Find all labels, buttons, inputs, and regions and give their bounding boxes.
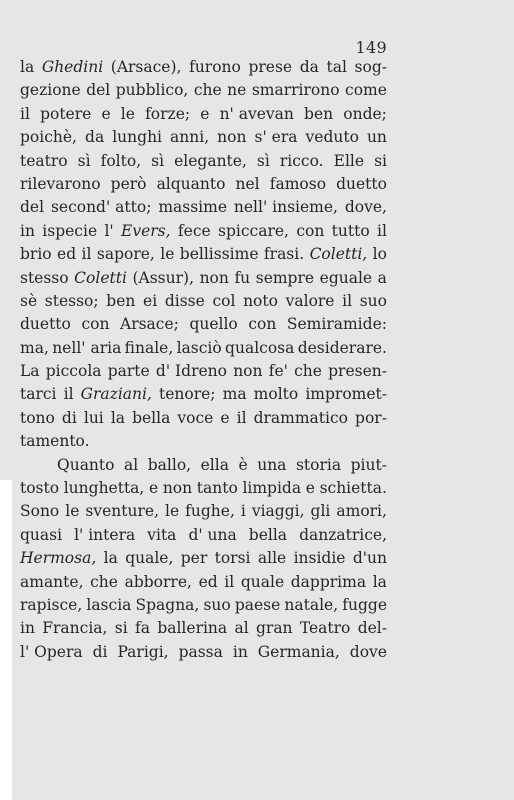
word: s' era <box>254 128 298 147</box>
word: gezione <box>20 81 81 100</box>
word: ispecie <box>42 221 98 240</box>
word: Germania, <box>257 642 340 661</box>
word: ella <box>200 455 229 474</box>
word: il <box>377 221 387 240</box>
word: drammatico <box>253 408 348 427</box>
word: pubblico, <box>115 81 189 100</box>
word: tal <box>326 58 347 76</box>
word: sventure, <box>85 502 159 521</box>
word: tanto <box>196 479 238 498</box>
word: di <box>61 408 77 427</box>
word: folto, <box>100 151 142 170</box>
word: e <box>101 104 111 123</box>
word: l' Opera <box>20 642 83 661</box>
word: e <box>149 479 159 498</box>
word: rilevarono <box>20 174 101 193</box>
word: piut- <box>350 455 387 474</box>
word: por- <box>355 408 387 427</box>
body-text <box>20 56 387 664</box>
word: quale, <box>125 549 174 568</box>
word: fece <box>177 221 211 240</box>
word: spiccare, <box>218 221 289 240</box>
word: che <box>294 362 322 381</box>
italic-word: Evers, <box>121 221 171 240</box>
word: presen- <box>328 362 387 381</box>
word: sì <box>151 151 165 170</box>
word: è <box>238 455 248 474</box>
word: fugge <box>342 595 387 614</box>
word: dove, <box>344 198 387 217</box>
word: in <box>20 619 35 638</box>
text-line <box>20 641 387 664</box>
text-line <box>20 126 387 149</box>
word: ben <box>304 104 334 123</box>
word: non <box>199 268 229 287</box>
text-line <box>20 360 387 383</box>
word: sè <box>20 291 38 310</box>
word: anni, <box>170 128 210 147</box>
word: abborre, <box>124 572 192 591</box>
word: con <box>81 315 110 334</box>
word: il <box>224 572 235 591</box>
word: lui <box>83 408 104 427</box>
word: stesso; <box>44 291 99 310</box>
word: lunghi <box>112 128 163 147</box>
word: e <box>200 104 210 123</box>
word: Sono <box>20 502 60 521</box>
word: tosto <box>20 479 60 498</box>
word: Parigi, <box>117 642 169 661</box>
word: rapisce, <box>20 595 83 614</box>
word: stesso <box>20 268 69 287</box>
word: ne <box>227 81 247 100</box>
word: dove <box>349 642 387 661</box>
word: Quanto <box>57 455 115 474</box>
word: brio <box>20 245 52 264</box>
text-line <box>20 290 387 313</box>
word: sempre <box>255 268 315 287</box>
word: onde; <box>343 104 387 123</box>
text-line <box>20 56 387 79</box>
word: la <box>103 549 118 568</box>
word: le <box>160 245 175 264</box>
word: bella <box>132 408 171 427</box>
word: elegante, <box>174 151 247 170</box>
word: per <box>180 549 208 568</box>
word: fa <box>135 619 150 638</box>
word: storia <box>295 455 342 474</box>
word: torsi <box>214 549 251 568</box>
word: la <box>110 408 126 427</box>
word: n' avevan <box>219 104 294 123</box>
word: famoso <box>269 174 327 193</box>
word: furono <box>189 58 241 76</box>
text-line <box>20 337 387 360</box>
word: un <box>366 128 387 147</box>
word: frasi. <box>263 245 305 264</box>
word: che <box>193 81 222 100</box>
word: duetto <box>336 174 387 193</box>
word: danzatrice, <box>299 525 387 544</box>
word: Spagna, <box>135 595 200 614</box>
word: quello <box>189 315 238 334</box>
word: quale <box>240 572 285 591</box>
word: bellissime <box>179 245 259 264</box>
text-line <box>20 313 387 336</box>
word: in <box>20 221 35 240</box>
word: di <box>92 642 108 661</box>
word: ed <box>198 572 218 591</box>
text-line <box>20 173 387 196</box>
word: (Assur), <box>132 268 194 287</box>
word: fughe, <box>185 502 235 521</box>
word: il <box>63 385 74 404</box>
word: nell' aria <box>52 338 122 357</box>
word: ballerina <box>157 619 228 638</box>
word: sì <box>256 151 270 170</box>
word: duetto <box>20 315 71 334</box>
word: sapore, <box>96 245 155 264</box>
text-line <box>20 500 387 523</box>
word: desiderare. <box>297 338 387 357</box>
text-line <box>20 524 387 547</box>
word: lasciò <box>176 338 222 357</box>
word: del- <box>357 619 387 638</box>
word: voce <box>177 408 214 427</box>
word: d'un <box>352 549 387 568</box>
word: viaggi, <box>251 502 305 521</box>
text-line <box>20 103 387 126</box>
word: paese <box>234 595 281 614</box>
word: il <box>81 245 92 264</box>
word: Arsace; <box>120 315 179 334</box>
word: Semiramide: <box>286 315 387 334</box>
word: suo <box>203 595 231 614</box>
text-line <box>20 267 387 290</box>
word: molto <box>253 385 299 404</box>
word: d' Idreno <box>155 362 227 381</box>
text-line <box>20 220 387 243</box>
text-line <box>20 477 387 500</box>
word: quasi <box>20 525 63 544</box>
word: alquanto <box>156 174 226 193</box>
text-line <box>20 594 387 617</box>
word: second' atto; <box>50 198 152 217</box>
word: alle <box>257 549 287 568</box>
word: poichè, <box>20 128 77 147</box>
word: veduto <box>305 128 359 147</box>
word: ma, <box>20 338 49 357</box>
word: sì <box>77 151 91 170</box>
word: tenore; <box>159 385 216 404</box>
word: impromet- <box>305 385 387 404</box>
word: la <box>20 58 35 76</box>
word: lunghetta, <box>63 479 145 498</box>
word: ballo, <box>147 455 192 474</box>
text-line <box>20 150 387 173</box>
word: del <box>86 81 111 100</box>
word: tamento. <box>20 432 90 451</box>
word: Elle <box>333 151 365 170</box>
text-line <box>20 79 387 102</box>
word: al <box>234 619 249 638</box>
word: però <box>110 174 147 193</box>
word: si <box>374 151 387 170</box>
word: tutto <box>331 221 370 240</box>
word: smarrirono <box>251 81 340 100</box>
word: fe' <box>268 362 288 381</box>
word: non <box>217 128 247 147</box>
word: suo <box>359 291 387 310</box>
italic-word: Coletti <box>74 268 127 287</box>
word: piccola <box>45 362 102 381</box>
italic-word: Coletti, <box>309 245 368 264</box>
word: lo <box>372 245 387 264</box>
word: a <box>377 268 387 287</box>
word: il <box>236 408 247 427</box>
word: non <box>162 479 193 498</box>
word: ei <box>143 291 158 310</box>
word: finale, <box>124 338 174 357</box>
word: (Arsace), <box>110 58 182 76</box>
word: sog- <box>354 58 387 76</box>
word: amori, <box>336 502 387 521</box>
word: e <box>305 479 315 498</box>
word: fu <box>234 268 251 287</box>
word: schietta. <box>319 479 387 498</box>
word: insidie <box>293 549 346 568</box>
word: dapprima <box>290 572 367 591</box>
page-number: 149 <box>355 38 387 57</box>
word: vita <box>147 525 177 544</box>
italic-word: Hermosa, <box>20 549 97 568</box>
text-line <box>20 430 387 453</box>
italic-word: Graziani, <box>80 385 152 404</box>
word: La <box>20 362 40 381</box>
text-line <box>20 243 387 266</box>
word: prese <box>248 58 293 76</box>
word: una <box>257 455 287 474</box>
word: gli <box>310 502 331 521</box>
word: ricco. <box>279 151 324 170</box>
word: limpida <box>242 479 302 498</box>
word: tono <box>20 408 55 427</box>
word: le <box>120 104 135 123</box>
word: del <box>20 198 45 217</box>
word: da <box>299 58 319 76</box>
word: d' una <box>188 525 237 544</box>
word: forze; <box>145 104 191 123</box>
word: Teatro <box>299 619 351 638</box>
word: la <box>372 572 387 591</box>
word: gran <box>255 619 293 638</box>
word: disse <box>164 291 205 310</box>
word: Francia, <box>42 619 108 638</box>
word: bella <box>248 525 288 544</box>
word: ma <box>222 385 247 404</box>
text-line <box>20 617 387 640</box>
word: le <box>65 502 80 521</box>
word: al <box>124 455 139 474</box>
word: e <box>220 408 230 427</box>
word: ed <box>57 245 77 264</box>
italic-word: Ghedini <box>41 58 104 76</box>
word: eguale <box>319 268 373 287</box>
word: potere <box>40 104 92 123</box>
word: l' intera <box>74 525 136 544</box>
word: massime <box>158 198 227 217</box>
word: amante, <box>20 572 84 591</box>
word: tarci <box>20 385 57 404</box>
text-line <box>20 407 387 430</box>
word: come <box>345 81 387 100</box>
word: l' <box>104 221 114 240</box>
word: valore <box>285 291 335 310</box>
word: noto <box>243 291 278 310</box>
word: con <box>296 221 325 240</box>
word: nel <box>235 174 260 193</box>
word: qualcosa <box>225 338 295 357</box>
word: in <box>232 642 248 661</box>
word: si <box>114 619 128 638</box>
word: teatro <box>20 151 68 170</box>
text-line <box>20 571 387 594</box>
word: natale, <box>284 595 339 614</box>
word: le <box>165 502 180 521</box>
word: parte <box>107 362 150 381</box>
text-line <box>20 547 387 570</box>
word: nell' insieme, <box>233 198 338 217</box>
word: che <box>90 572 118 591</box>
text-line <box>20 196 387 219</box>
word: il <box>20 104 30 123</box>
word: col <box>212 291 236 310</box>
word: il <box>342 291 353 310</box>
word: i <box>240 502 246 521</box>
text-line <box>20 383 387 406</box>
text-line <box>20 454 387 477</box>
word: ben <box>106 291 136 310</box>
word: con <box>248 315 277 334</box>
word: lascia <box>86 595 132 614</box>
word: non <box>233 362 263 381</box>
word: passa <box>178 642 223 661</box>
word: da <box>85 128 105 147</box>
page-edge-strip <box>0 480 12 800</box>
